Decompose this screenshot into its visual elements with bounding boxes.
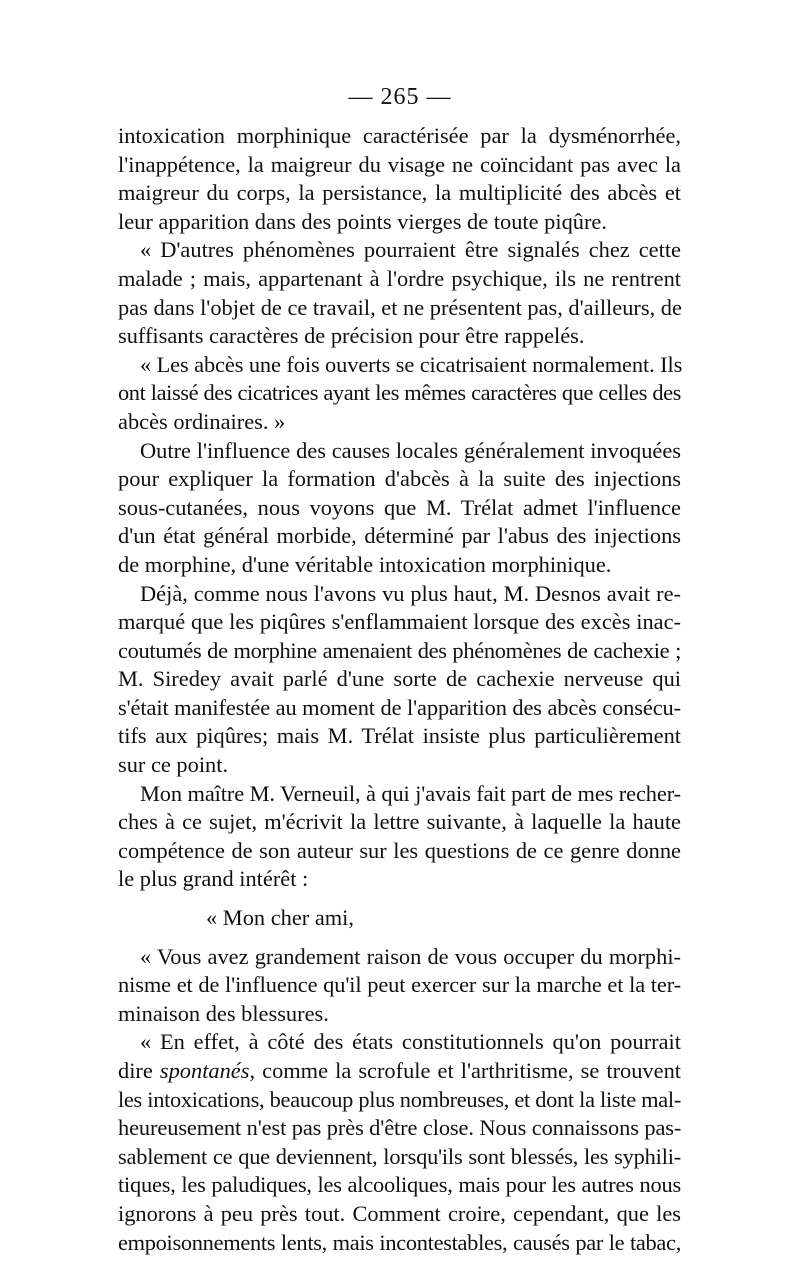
paragraph [118, 437, 681, 580]
text-line: marqué que les piqûres s'enflammaient lorsque des excès inac- [118, 609, 681, 635]
text-line: d'un état général morbide, déterminé par l'abus des injections [118, 523, 681, 549]
text-line: sur ce point. [118, 752, 229, 778]
paragraph [118, 236, 681, 350]
paragraph [118, 122, 681, 236]
paragraph [118, 1028, 681, 1257]
text-line: abcès ordinaires. » [118, 408, 286, 434]
letter-salutation-block [118, 904, 681, 933]
text-line: tiques, les paludiques, les alcooliques, mais pour les autres nous [118, 1172, 681, 1198]
page-number: — 265 — [348, 84, 452, 110]
text-segment: dire [118, 1058, 160, 1083]
paragraph [118, 351, 681, 437]
text-line: pas dans l'objet de ce travail, et ne présentent pas, d'ailleurs, de [118, 294, 682, 320]
text-line: sablement ce que deviennent, lorsqu'ils sont blessés, les syphili- [118, 1143, 681, 1169]
text-line: suffisants caractères de précision pour être rappelés. [118, 323, 585, 349]
text-line: coutumés de morphine amenaient des phénomènes de cachexie ; [118, 637, 681, 663]
text-line: compétence de son auteur sur les questions de ce genre donne [118, 837, 681, 863]
text-line: leur apparition dans des points vierges de toute piqûre. [118, 208, 607, 234]
text-line: « Vous avez grandement raison de vous occuper du morphi- [140, 943, 681, 969]
text-line: « D'autres phénomènes pourraient être signalés chez cette [140, 237, 681, 263]
text-line: malade ; mais, appartenant à l'ordre psychique, ils ne rentrent [118, 265, 681, 291]
text-line: pour expliquer la formation d'abcès à la suite des injections [118, 466, 681, 492]
text-line: s'était manifestée au moment de l'apparition des abcès consécu- [118, 694, 681, 720]
italic-term: spontanés [159, 1058, 250, 1083]
paragraph [118, 580, 681, 780]
paragraph [118, 943, 681, 1029]
text-line: M. Siredey avait parlé d'une sorte de cachexie nerveuse qui [118, 666, 681, 692]
text-line: de morphine, d'une véritable intoxication morphinique. [118, 551, 612, 577]
text-segment: , comme la scrofule et l'arthritisme, se trouvent [249, 1058, 681, 1083]
text-line: Déjà, comme nous l'avons vu plus haut, M. Desnos avait re- [140, 580, 681, 606]
text-line: les intoxications, beaucoup plus nombreuses, et dont la liste mal- [118, 1086, 681, 1112]
text-line: Outre l'influence des causes locales généralement invoquées [140, 437, 681, 463]
text-line: ignorons à peu près tout. Comment croire, cependant, que les [118, 1200, 681, 1226]
text-line: ont laissé des cicatrices ayant les mêmes caractères que celles des [118, 380, 681, 406]
body-text [118, 122, 681, 1257]
text-line: sous-cutanées, nous voyons que M. Trélat admet l'influence [118, 494, 681, 520]
text-line: ches à ce sujet, m'écrivit la lettre suivante, à laquelle la haute [118, 809, 681, 835]
text-line: tifs aux piqûres; mais M. Trélat insiste plus particulièrement [118, 723, 681, 749]
paragraph [118, 780, 681, 894]
text-line: empoisonnements lents, mais incontestables, causés par le tabac, [118, 1229, 681, 1255]
text-line: l'inappétence, la maigreur du visage ne coïncidant pas avec la [118, 151, 681, 177]
text-line: Mon maître M. Verneuil, à qui j'avais fait part de mes recher- [140, 780, 682, 806]
letter-salutation: « Mon cher ami, [206, 905, 354, 931]
text-line: maigreur du corps, la persistance, la multiplicité des abcès et [118, 180, 681, 206]
text-line: heureusement n'est pas près d'être close. Nous connaissons pas- [118, 1115, 682, 1141]
text-line: intoxication morphinique caractérisée par la dysménorrhée, [118, 123, 681, 148]
text-line: minaison des blessures. [118, 1000, 329, 1026]
text-line: « Les abcès une fois ouverts se cicatrisaient normalement. Ils [140, 351, 683, 377]
text-line-mixed [118, 1057, 681, 1086]
text-line: « En effet, à côté des états constitutionnels qu'on pourrait [140, 1029, 681, 1055]
text-line: le plus grand intérêt : [118, 866, 309, 892]
text-line: nisme et de l'influence qu'il peut exercer sur la marche et la ter- [118, 972, 681, 998]
